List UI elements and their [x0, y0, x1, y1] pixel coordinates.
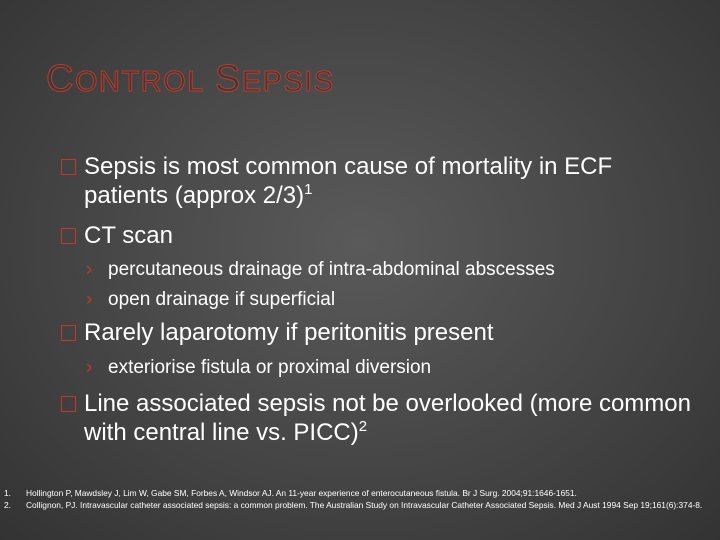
reference-number: 2. — [4, 500, 11, 510]
chevron-right-icon: › — [86, 289, 93, 310]
bullet-text: Rarely laparotomy if peritonitis present — [84, 319, 494, 346]
bullet-text: Line associated sepsis not be overlooked (more common with central line vs. PICC) — [84, 390, 691, 446]
subbullet-text: exteriorise fistula or proximal diversion — [108, 357, 432, 378]
bullet-sepsis-mortality — [62, 152, 702, 210]
title-initial-s: S — [214, 58, 242, 100]
hollow-square-bullet-icon — [61, 325, 76, 341]
reference-text: Hollington P, Mawdsley J, Lim W, Gabe SM, Forbes A, Windsor AJ. An 11-year experience of enterocutaneous fistula. Br J Surg. 2004;91:1646-1651. — [26, 488, 577, 498]
reference-2 — [4, 499, 716, 511]
bullet-text: Sepsis is most common cause of mortality in ECF patients (approx 2/3) — [84, 153, 613, 209]
hollow-square-bullet-icon — [61, 396, 76, 412]
hollow-square-bullet-icon — [61, 159, 76, 175]
title-initial-c: C — [46, 58, 75, 100]
chevron-right-icon: › — [86, 357, 93, 378]
bullet-text: CT scan — [84, 222, 173, 249]
references — [4, 487, 716, 511]
reference-number: 1. — [4, 488, 11, 498]
bullet-rarely-laparotomy — [62, 318, 702, 347]
title-word-1-rest: ONTROL — [74, 66, 205, 98]
reference-1 — [4, 487, 716, 499]
footnote-ref-2: 2 — [358, 418, 368, 435]
subbullet-text: open drainage if superficial — [108, 289, 336, 310]
reference-text: Collignon, PJ. Intravascular catheter associated sepsis: a common problem. The Australian Study on Intravascular Catheter Associated Sepsis. Med J Aust 1994 Sep 19;161(6):374-8. — [26, 500, 703, 510]
subbullet-text: percutaneous drainage of intra-abdominal abscesses — [108, 259, 555, 280]
subbullet-exteriorise-fistula — [86, 356, 686, 380]
footnote-ref-1: 1 — [304, 181, 313, 198]
slide-title — [46, 58, 335, 101]
chevron-right-icon: › — [86, 259, 93, 280]
bullet-line-sepsis — [62, 389, 702, 447]
subbullet-percutaneous-drainage — [86, 258, 686, 282]
title-word-2-rest: EPSIS — [241, 66, 335, 98]
subbullet-open-drainage — [86, 288, 686, 312]
hollow-square-bullet-icon — [61, 228, 76, 244]
bullet-ct-scan — [62, 221, 702, 250]
